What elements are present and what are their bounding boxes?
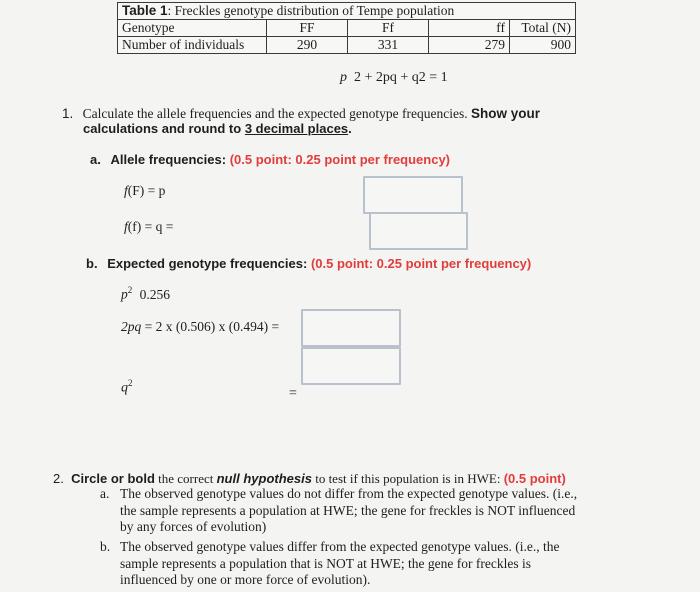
p2-symbol: p	[121, 286, 128, 302]
option-b-line: sample represents a population that is NOT at HWE; the gene for freckles is	[120, 555, 531, 571]
row-label-count: Number of individuals	[118, 37, 267, 54]
answer-box-q2[interactable]	[301, 347, 401, 385]
value-FF: 290	[267, 37, 348, 54]
option-b[interactable]	[100, 539, 559, 589]
q1-line2	[83, 121, 352, 136]
question-2	[53, 471, 566, 487]
hwe-rest: 2 + 2pq + q2 = 1	[354, 70, 448, 85]
value-Ff: 331	[348, 37, 429, 54]
value-ff: 279	[429, 37, 510, 54]
q2-equals: =	[289, 386, 297, 401]
q1a-title: Allele frequencies:	[110, 152, 227, 167]
table-caption-label: Table 1	[122, 3, 168, 18]
fF-func: f	[124, 183, 128, 198]
header-ff: ff	[429, 20, 510, 37]
q1a-fF	[124, 183, 165, 199]
q1b-points: (0.5 point: 0.25 point per frequency)	[310, 256, 532, 271]
option-a-line: The observed genotype values do not differ from the expected genotype values. (i.e.,	[120, 486, 578, 501]
table-row	[118, 20, 576, 37]
q1-text-bold: Show your	[470, 106, 540, 121]
hwe-p: p	[340, 70, 347, 85]
table-caption-text: : Freckles genotype distribution of Tempe population	[167, 3, 455, 18]
option-b-line: The observed genotype values differ from the expected genotype values. (i.e., the	[120, 539, 560, 554]
option-b-line: influenced by one or more force of evolution).	[120, 572, 371, 587]
answer-box-fF[interactable]	[363, 176, 463, 214]
option-a-line: by any forces of evolution)	[120, 519, 267, 534]
ff-func: f	[124, 219, 128, 234]
header-FF: FF	[267, 20, 348, 37]
q1a-points: (0.5 point: 0.25 point per frequency)	[229, 152, 451, 167]
hwe-equation	[340, 70, 448, 86]
q1b-title: Expected genotype frequencies:	[107, 256, 308, 271]
q2-null: null hypothesis	[216, 471, 312, 486]
option-a-line: the sample represents a population at HWE; the gene for freckles is NOT influenced	[120, 502, 576, 518]
q1a-label: a.	[90, 152, 101, 167]
header-total: Total (N)	[510, 20, 576, 37]
q2-symbol: q	[121, 380, 128, 396]
option-a-label: a.	[100, 486, 110, 501]
q1-line2-end: .	[348, 121, 352, 136]
option-a[interactable]	[100, 486, 577, 536]
q2-number: 2.	[53, 471, 64, 486]
genotype-table	[117, 2, 576, 54]
q1-decimal-places: 3 decimal places	[244, 121, 349, 136]
q1b-2pq	[121, 319, 279, 335]
answer-box-ff[interactable]	[369, 212, 468, 250]
q1-line2-text: calculations and round to	[83, 121, 242, 136]
q1b-label: b.	[86, 256, 98, 271]
p2-exponent: 2	[127, 285, 133, 295]
pq-symbol: 2pq	[121, 319, 142, 334]
value-total: 900	[510, 37, 576, 54]
row-label-genotype: Genotype	[118, 20, 267, 37]
table-row	[118, 37, 576, 54]
q1a-heading	[90, 152, 450, 167]
q2-points: (0.5 point)	[503, 471, 566, 486]
table-caption	[118, 3, 576, 20]
q1b-heading	[86, 256, 531, 271]
option-b-label: b.	[100, 539, 111, 554]
ff-rest: (f) = q =	[127, 219, 174, 234]
q2-circle: Circle or bold	[71, 471, 155, 486]
q1b-q2	[121, 378, 133, 397]
q2-mid: the correct	[158, 471, 214, 486]
header-Ff: Ff	[348, 20, 429, 37]
q2-exponent: 2	[128, 378, 133, 388]
q1b-p2	[121, 285, 170, 303]
answer-box-2pq[interactable]	[301, 309, 401, 347]
q1-number: 1.	[62, 106, 74, 121]
pq-rest: = 2 x (0.506) x (0.494) =	[144, 319, 280, 334]
p2-value: 0.256	[139, 286, 170, 302]
q1-text: Calculate the allele frequencies and the expected genotype frequencies.	[82, 106, 468, 121]
q1a-ff	[124, 219, 173, 235]
q2-rest: to test if this population is in HWE:	[315, 471, 501, 486]
fF-rest: (F) = p	[127, 183, 166, 198]
